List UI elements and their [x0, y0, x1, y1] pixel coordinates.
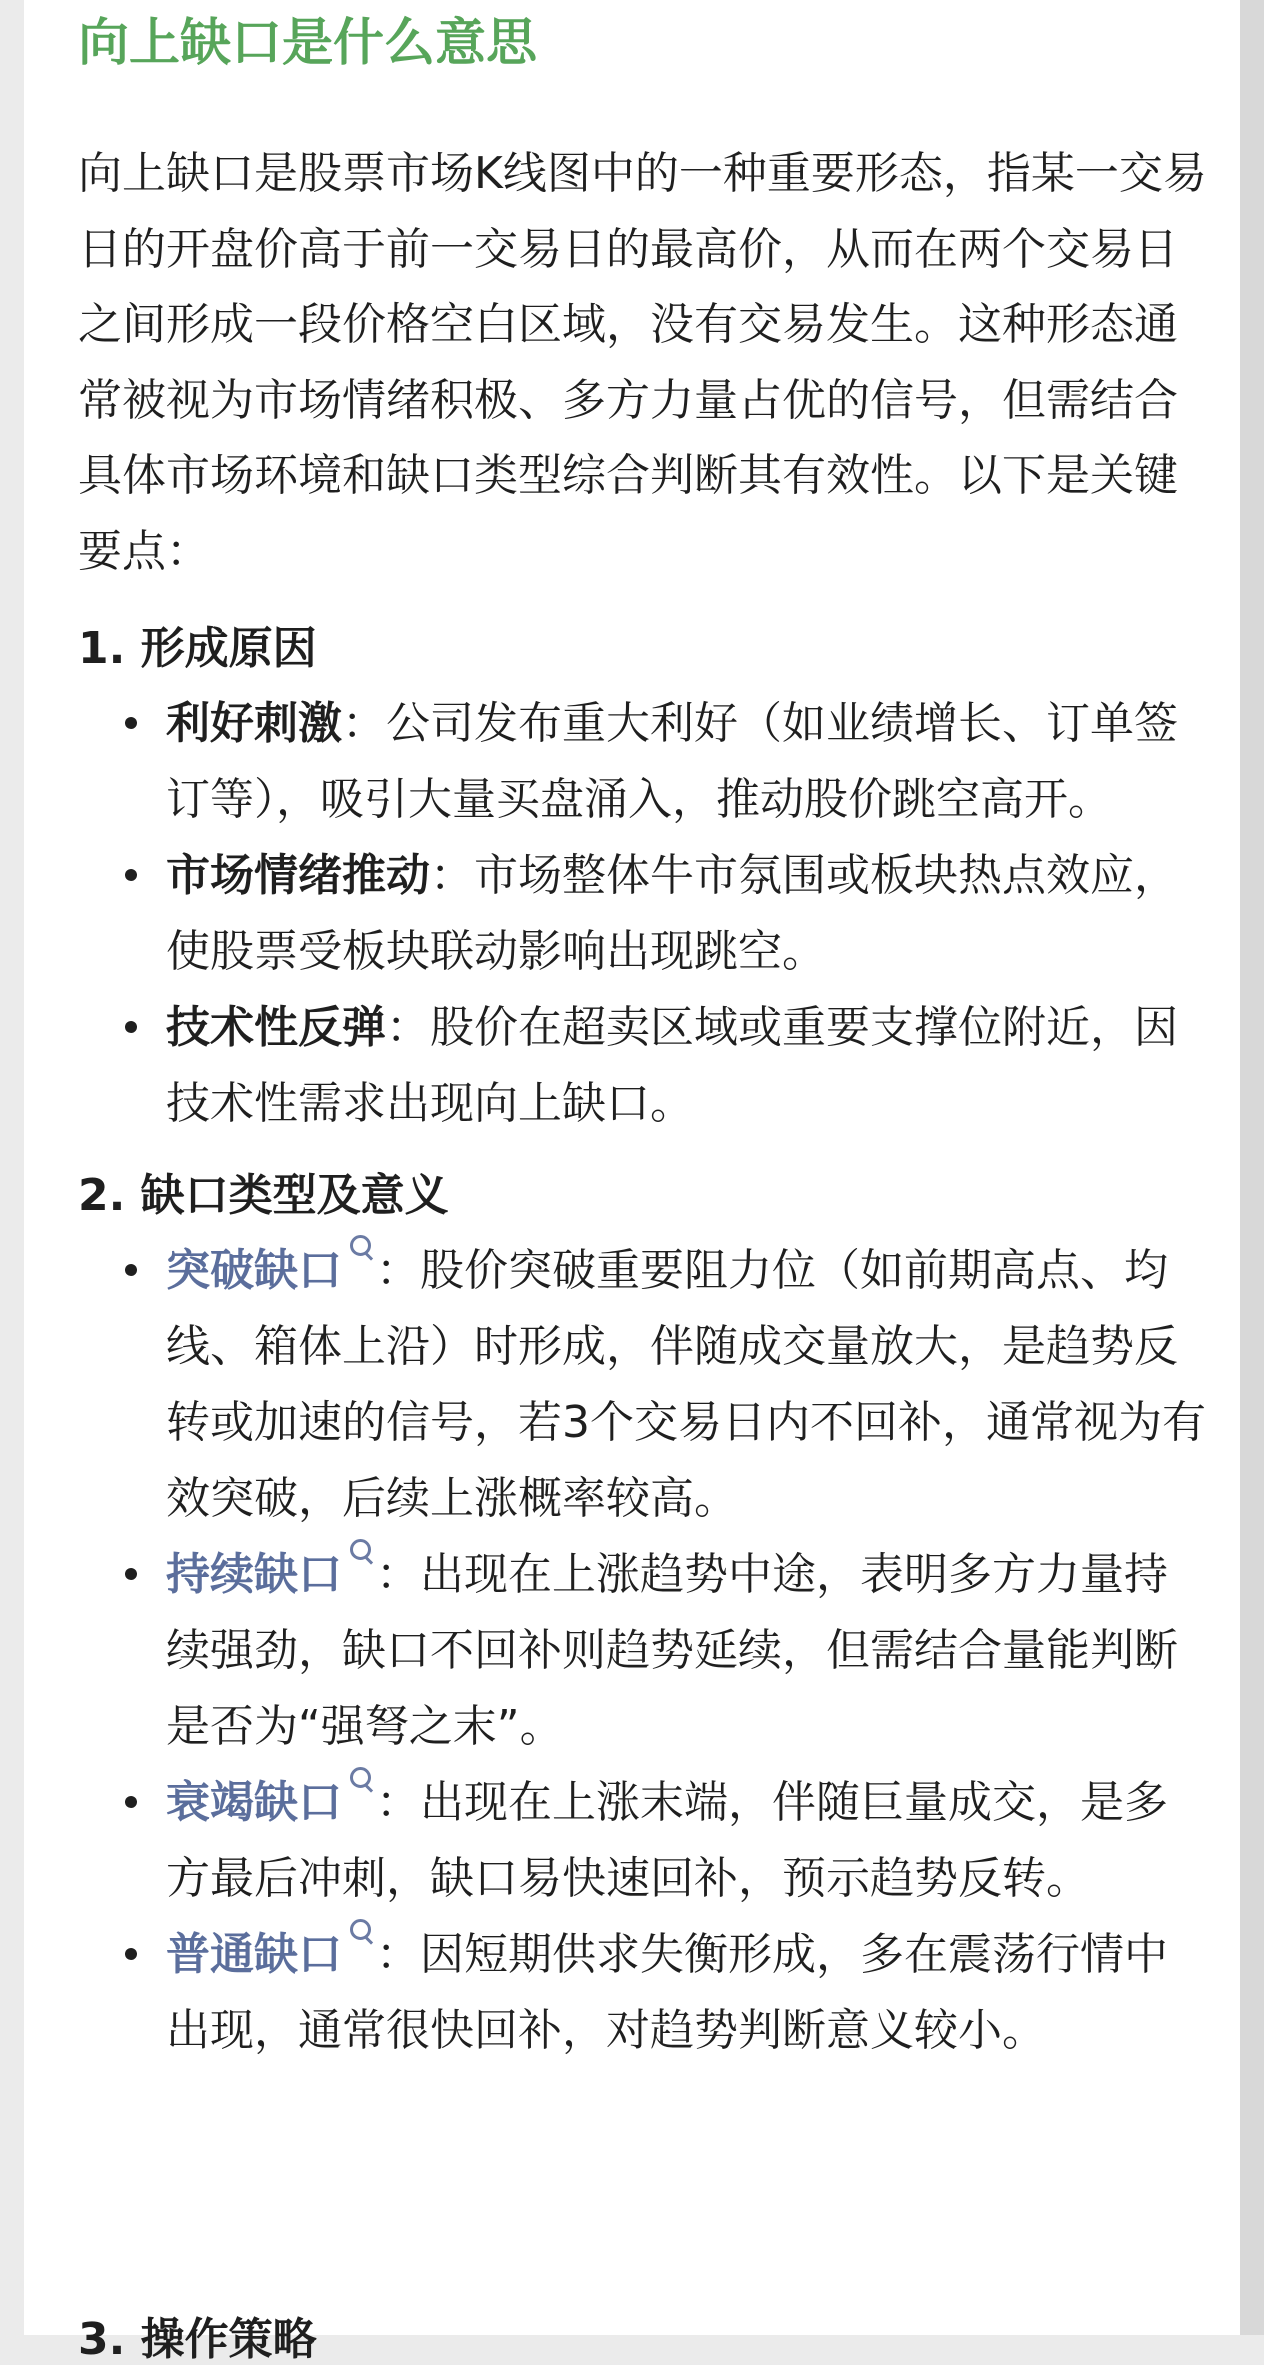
common-gap-link[interactable]: 普通缺口 — [166, 1929, 342, 1980]
search-icon[interactable] — [348, 1537, 376, 1565]
search-icon[interactable] — [348, 1765, 376, 1793]
search-icon-handle — [364, 1251, 373, 1260]
article-content — [78, 0, 1208, 2069]
bullet-dot — [125, 1948, 137, 1960]
intro-paragraph: 向上缺口是股票市场K线图中的一种重要形态，指某一交易日的开盘价高于前一交易日的最高价，从而在两个交易日之间形成一段价格空白区域，没有交易发生。这种形态通常被视为市场情绪积极、多方力量占优的信号，但需结合具体市场环境和缺口类型综合判断其有效性。以下是关键要点： — [78, 148, 1207, 577]
list-item — [78, 990, 1208, 1142]
item-term: 利好刺激 — [166, 698, 342, 749]
search-icon[interactable] — [348, 1233, 376, 1261]
list-item — [78, 838, 1208, 990]
list-item — [78, 1233, 1208, 1537]
item-term: 市场情绪推动 — [166, 850, 430, 901]
section-heading-causes: 1. 形成原因 — [78, 623, 317, 674]
breakaway-gap-link[interactable]: 突破缺口 — [166, 1245, 342, 1296]
search-icon-handle — [364, 1555, 373, 1564]
item-description: ：市场整体牛市氛围或板块热点效应，使股票受板块联动影响出现跳空。 — [166, 850, 1178, 977]
bullet-dot — [125, 1021, 137, 1033]
item-description: ：出现在上涨趋势中途，表明多方力量持续强劲，缺口不回补则趋势延续，但需结合量能判断是否为“强弩之末”。 — [166, 1549, 1178, 1752]
scrollbar-track[interactable] — [1240, 0, 1264, 2335]
item-description: ：因短期供求失衡形成，多在震荡行情中出现，通常很快回补，对趋势判断意义较小。 — [166, 1929, 1168, 2056]
list-item — [78, 686, 1208, 838]
list-item — [78, 1765, 1208, 1917]
item-description: ：股价突破重要阻力位（如前期高点、均线、箱体上沿）时形成，伴随成交量放大，是趋势反转或加速的信号，若3个交易日内不回补，通常视为有效突破，后续上涨概率较高。 — [166, 1245, 1206, 1524]
next-section-heading-partial: 3. 操作策略 — [78, 2314, 317, 2365]
section-heading-gap-types: 2. 缺口类型及意义 — [78, 1170, 449, 1221]
bullet-dot — [125, 1796, 137, 1808]
list-item — [78, 1917, 1208, 2069]
causes-list — [78, 686, 1208, 1142]
search-icon-handle — [364, 1783, 373, 1792]
gap-types-list — [78, 1233, 1208, 2069]
runaway-gap-link[interactable]: 持续缺口 — [166, 1549, 342, 1600]
article-page — [24, 0, 1240, 2365]
item-description: ：出现在上涨末端，伴随巨量成交，是多方最后冲刺，缺口易快速回补，预示趋势反转。 — [166, 1777, 1168, 1904]
item-description: ：公司发布重大利好（如业绩增长、订单签订等），吸引大量买盘涌入，推动股价跳空高开。 — [166, 698, 1178, 825]
bullet-dot — [125, 717, 137, 729]
item-description: ：股价在超卖区域或重要支撑位附近，因技术性需求出现向上缺口。 — [166, 1002, 1178, 1129]
bullet-dot — [125, 1568, 137, 1580]
search-icon-handle — [364, 1935, 373, 1944]
exhaustion-gap-link[interactable]: 衰竭缺口 — [166, 1777, 342, 1828]
article-title: 向上缺口是什么意思 — [78, 14, 538, 73]
bullet-dot — [125, 1264, 137, 1276]
search-icon[interactable] — [348, 1917, 376, 1945]
list-item — [78, 1537, 1208, 1765]
item-term: 技术性反弹 — [166, 1002, 386, 1053]
bullet-dot — [125, 869, 137, 881]
